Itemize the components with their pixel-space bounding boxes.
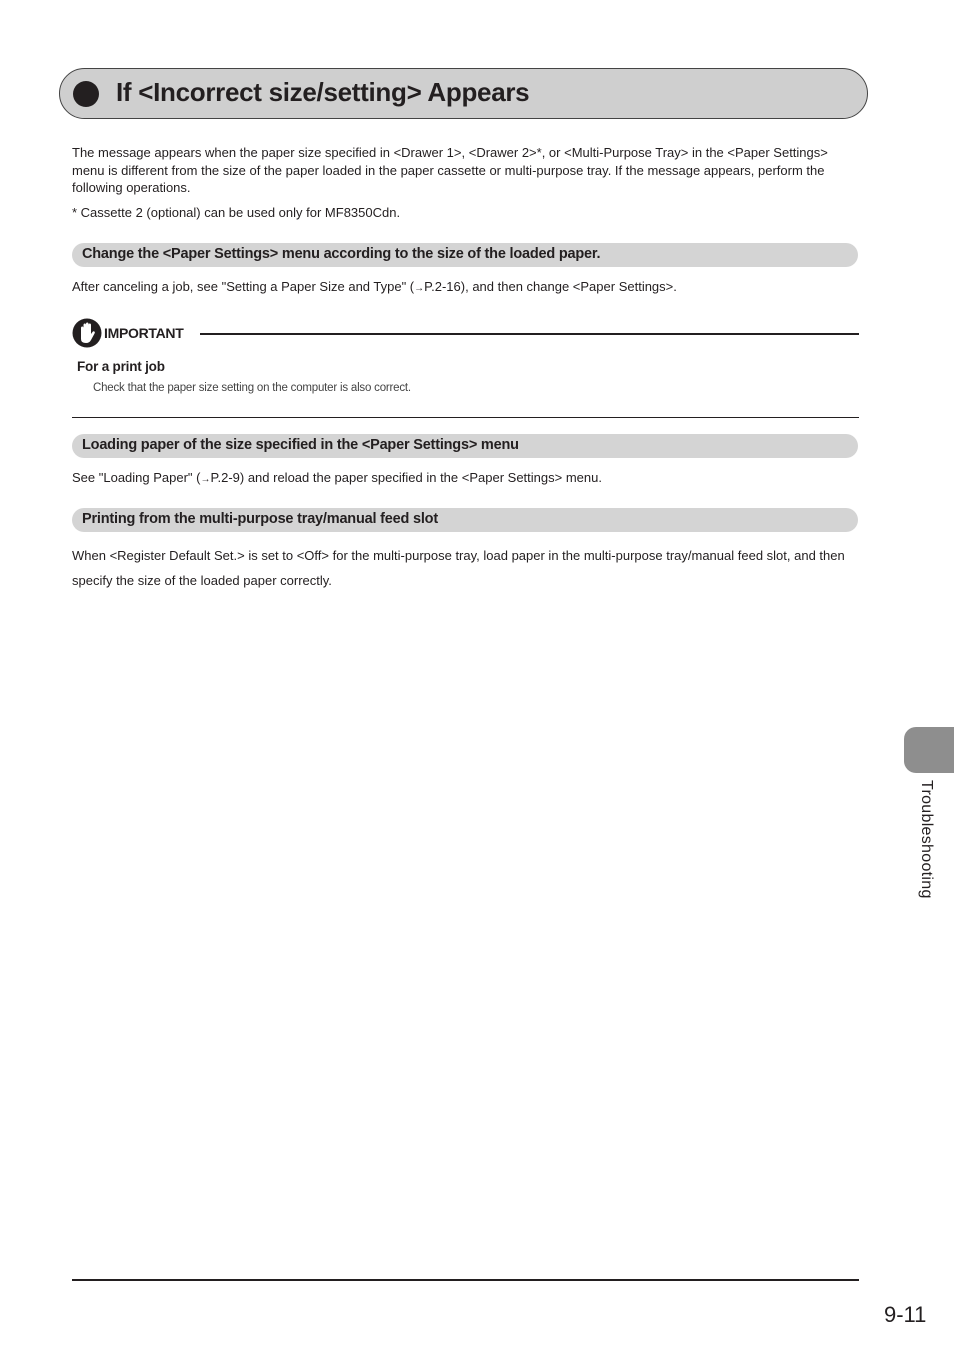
intro-footnote: * Cassette 2 (optional) can be used only for MF8350Cdn. <box>72 205 401 220</box>
important-body: Check that the paper size setting on the computer is also correct. <box>93 382 411 394</box>
chapter-tab[interactable] <box>904 727 954 773</box>
page-number: 9-11 <box>884 1302 927 1327</box>
section-heading-text: Printing from the multi-purpose tray/manual feed slot <box>82 511 438 527</box>
section-heading-text: Change the <Paper Settings> menu according to the size of the loaded paper. <box>82 246 601 262</box>
page-title-bar <box>59 68 868 119</box>
section1-body <box>72 278 862 298</box>
important-divider <box>200 333 859 335</box>
section-heading-change-paper-settings <box>72 243 858 267</box>
arrow-icon: → <box>414 283 425 294</box>
section-heading-loading-paper <box>72 434 858 458</box>
important-label: IMPORTANT <box>104 325 184 341</box>
section-heading-multipurpose-tray <box>72 508 858 532</box>
chapter-label: Troubleshooting <box>918 780 935 899</box>
section2-body <box>72 469 862 489</box>
footer-divider <box>72 1279 859 1281</box>
section1-page-link[interactable]: P.2-16), and then change <Paper Settings>. <box>424 279 677 294</box>
section2-page-link[interactable]: P.2-9) and reload the paper specified in the <Paper Settings> menu. <box>210 470 602 485</box>
important-bottom-divider <box>72 417 859 418</box>
section1-body-text: After canceling a job, see "Setting a Paper Size and Type" ( <box>72 279 415 294</box>
stop-hand-icon <box>72 317 102 349</box>
important-title: For a print job <box>77 359 165 374</box>
page-title: If <Incorrect size/setting> Appears <box>116 77 530 107</box>
section3-body: When <Register Default Set.> is set to <Off> for the multi-purpose tray, load paper in the multi-purpose tray/manual feed slot, and then specify the size of the loaded paper correctly. <box>72 548 845 588</box>
bullet-icon <box>73 81 99 107</box>
section-heading-text: Loading paper of the size specified in the <Paper Settings> menu <box>82 437 519 453</box>
intro-paragraph: The message appears when the paper size specified in <Drawer 1>, <Drawer 2>*, or <Multi-Purpose Tray> in the <Paper Settings> menu is different from the size of the paper loaded in the paper cassette or multi-purpose tray. If the message appears, perform the following operations. <box>72 145 828 195</box>
section2-body-text: See "Loading Paper" ( <box>72 470 201 485</box>
arrow-icon: → <box>200 474 211 485</box>
